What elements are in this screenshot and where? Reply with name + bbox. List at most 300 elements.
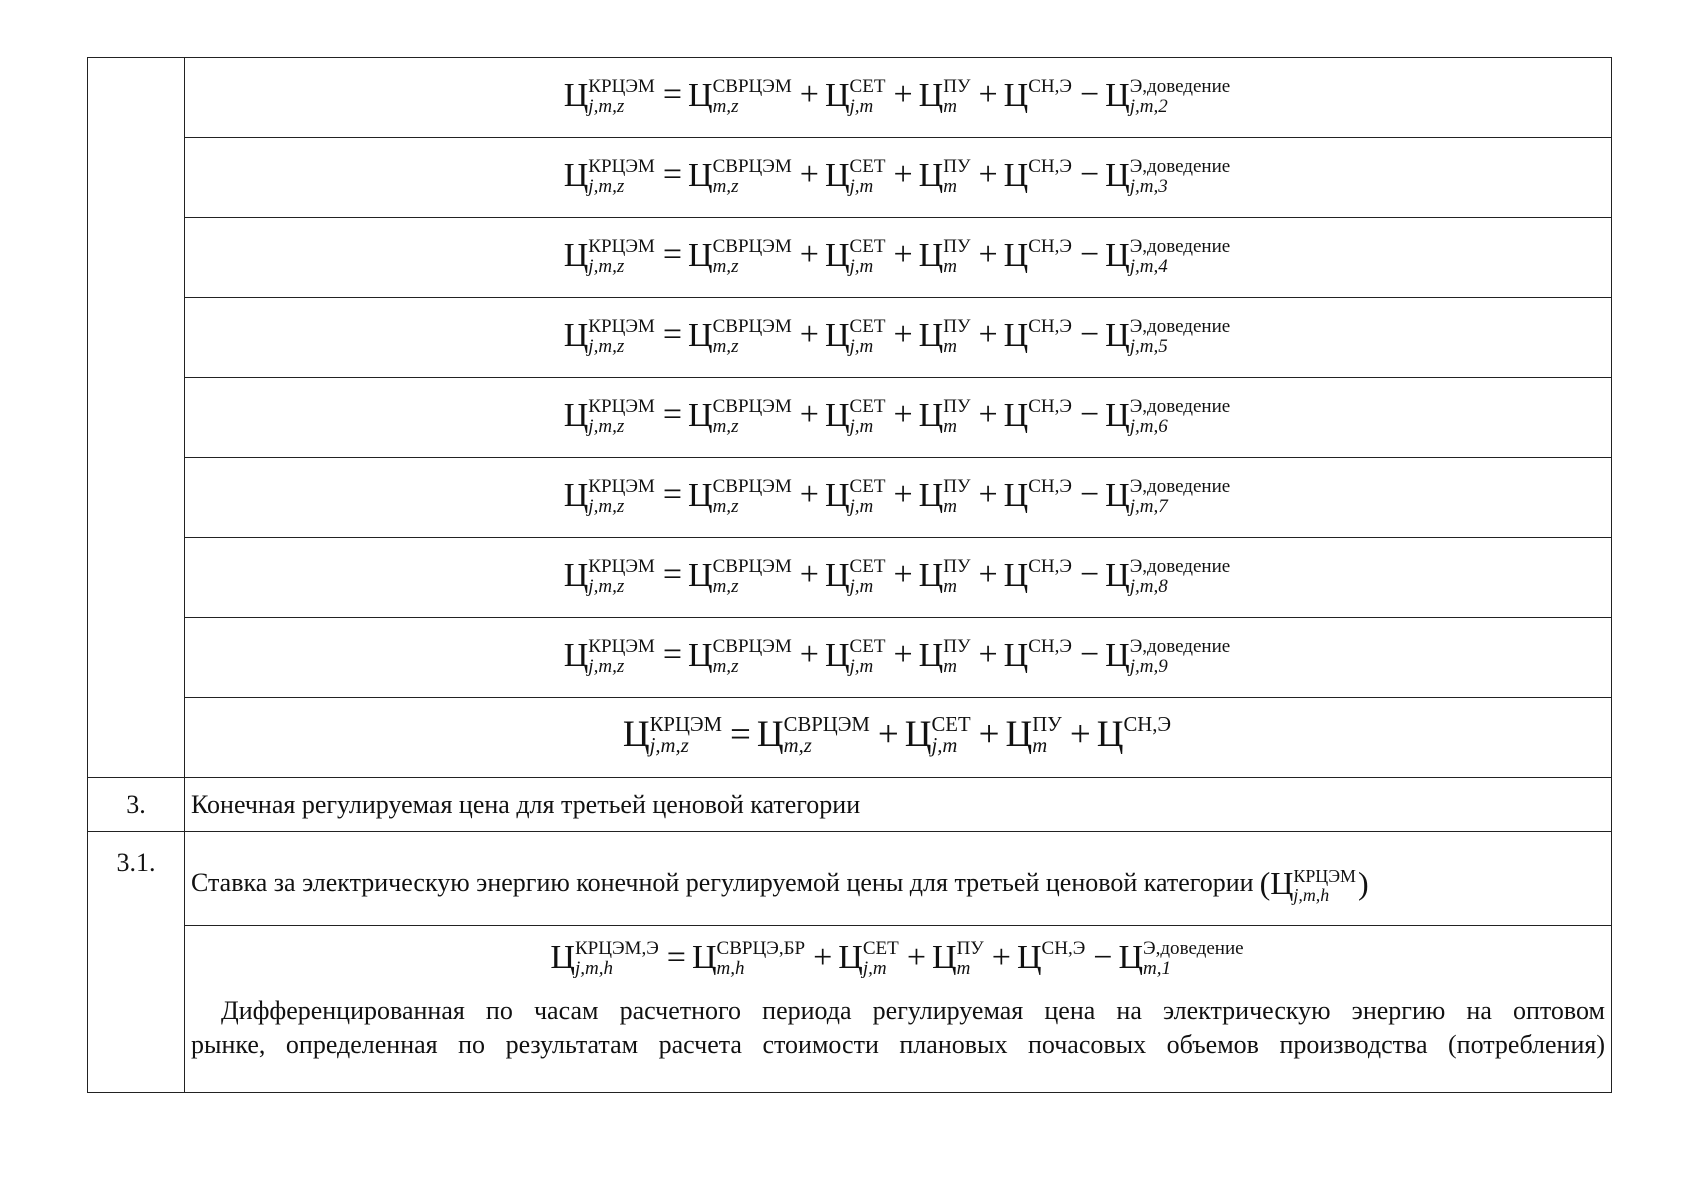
- superscript: ПУ: [943, 555, 971, 577]
- superscript: КРЦЭМ,Э: [574, 938, 659, 960]
- eq-operator: =: [662, 236, 682, 274]
- superscript: КРЦЭМ: [588, 555, 655, 577]
- section-number: 3.: [88, 778, 185, 832]
- eq-operator: =: [662, 556, 682, 594]
- superscript: СЕТ: [849, 475, 886, 497]
- superscript: СН,Э: [1041, 938, 1086, 960]
- price-symbol: Ц: [756, 713, 784, 755]
- subscript: [1028, 257, 1072, 277]
- term-2: [824, 235, 886, 278]
- lhs-term: [563, 555, 655, 598]
- formula-cell: [185, 458, 1612, 538]
- term-1: [688, 235, 792, 278]
- term-4: [1003, 475, 1072, 518]
- term-2: [838, 940, 899, 980]
- price-symbol: Ц: [1270, 865, 1294, 902]
- superscript: КРЦЭМ: [588, 155, 655, 177]
- plus-operator: +: [1069, 713, 1091, 755]
- superscript: СВРЦЭМ: [712, 155, 792, 177]
- formula-cell: [185, 138, 1612, 218]
- term-1: [688, 75, 792, 118]
- term-2: [824, 635, 886, 678]
- subsection-title: Ставка за электрическую энергию конечной регулируемой цены для третьей ценовой категории: [191, 868, 1254, 898]
- formula-cell: [185, 58, 1612, 138]
- superscript: СН,Э: [1028, 155, 1072, 177]
- price-symbol: Ц: [824, 236, 850, 274]
- subscript: m,z: [712, 655, 739, 677]
- term-3: [918, 395, 971, 438]
- price-symbol: Ц: [1003, 316, 1029, 354]
- plus-operator: +: [799, 556, 819, 594]
- subscript: m,z: [712, 255, 739, 277]
- plus-operator: +: [893, 476, 913, 514]
- plus-operator: +: [893, 636, 913, 674]
- formula: [563, 75, 1233, 118]
- price-symbol: Ц: [1105, 396, 1130, 434]
- subscript: j,m: [849, 175, 874, 197]
- superscript: Э,доведение: [1129, 555, 1231, 577]
- term-2: [824, 555, 886, 598]
- description-line: Дифференцированная по часам расчетного периода регулируемая цена на электрическую энергию на оптовом: [221, 995, 1605, 1025]
- superscript: СЕТ: [849, 555, 886, 577]
- price-symbol: Ц: [563, 316, 589, 354]
- formula-description-cell: [185, 926, 1612, 1093]
- plus-operator: +: [877, 713, 899, 755]
- minus-operator: −: [1079, 396, 1100, 434]
- price-symbol: Ц: [918, 76, 944, 114]
- superscript: Э,доведение: [1143, 938, 1244, 960]
- term-3: [918, 235, 971, 278]
- superscript: СВРЦЭМ: [712, 315, 792, 337]
- lhs-term: [563, 315, 655, 358]
- superscript: Э,доведение: [1129, 235, 1231, 257]
- subscript: j,m: [849, 495, 874, 517]
- superscript: СВРЦЭМ: [712, 395, 792, 417]
- minus-operator: −: [1079, 156, 1100, 194]
- subscript: [1028, 97, 1072, 117]
- price-symbol: Ц: [688, 556, 713, 594]
- price-symbol: Ц: [1105, 636, 1130, 674]
- price-symbol: Ц: [904, 713, 932, 755]
- price-symbol: Ц: [1005, 713, 1033, 755]
- subscript: [1123, 736, 1171, 758]
- plus-operator: +: [799, 316, 819, 354]
- subscript: j,m,7: [1129, 495, 1168, 517]
- subscript: m: [943, 175, 957, 197]
- subscript: j,m: [849, 95, 874, 117]
- lhs-term: [550, 940, 658, 980]
- superscript: ПУ: [943, 75, 971, 97]
- inline-term: [1270, 865, 1356, 905]
- superscript: КРЦЭМ: [588, 315, 655, 337]
- term-5: [1105, 235, 1231, 278]
- plus-operator: +: [978, 156, 998, 194]
- subscript: j,m,z: [588, 255, 625, 277]
- section-number: 3.1.: [88, 832, 185, 1093]
- formula-row-final: [88, 698, 1612, 778]
- superscript: КРЦЭМ: [1293, 866, 1356, 887]
- term-2: [824, 155, 886, 198]
- eq-operator: =: [662, 316, 682, 354]
- price-symbol: Ц: [563, 236, 589, 274]
- eq-operator: =: [662, 476, 682, 514]
- superscript: СН,Э: [1028, 475, 1072, 497]
- price-symbol: Ц: [622, 713, 650, 755]
- plus-operator: +: [893, 76, 913, 114]
- price-symbol: Ц: [688, 76, 713, 114]
- formula-row: [88, 58, 1612, 138]
- plus-operator: +: [893, 396, 913, 434]
- price-symbol: Ц: [563, 476, 589, 514]
- price-symbol: Ц: [688, 316, 713, 354]
- subscript: m: [943, 655, 957, 677]
- superscript: КРЦЭМ: [588, 475, 655, 497]
- plus-operator: +: [978, 236, 998, 274]
- price-symbol: Ц: [688, 476, 713, 514]
- subscript: j,m,z: [588, 95, 625, 117]
- superscript: ПУ: [956, 938, 984, 960]
- subscript: j,m,3: [1129, 175, 1168, 197]
- superscript: Э,доведение: [1129, 155, 1231, 177]
- subscript: j,m,z: [588, 495, 625, 517]
- plus-operator: +: [799, 156, 819, 194]
- subscript: j,m: [849, 255, 874, 277]
- price-symbol: Ц: [918, 316, 944, 354]
- superscript: СЕТ: [849, 235, 886, 257]
- price-symbol: Ц: [1105, 156, 1130, 194]
- price-symbol: Ц: [688, 236, 713, 274]
- subscript: j,m,6: [1129, 415, 1168, 437]
- superscript: Э,доведение: [1129, 475, 1231, 497]
- plus-operator: +: [893, 236, 913, 274]
- price-symbol: Ц: [1003, 556, 1029, 594]
- term-1: [688, 555, 792, 598]
- price-symbol: Ц: [1003, 76, 1029, 114]
- superscript: СН,Э: [1123, 713, 1172, 736]
- superscript: СВРЦЭМ: [712, 235, 792, 257]
- formula: [563, 635, 1233, 678]
- plus-operator: +: [813, 938, 833, 976]
- superscript: СЕТ: [849, 395, 886, 417]
- subscript: j,m,9: [1129, 655, 1168, 677]
- number-cell: [88, 58, 185, 778]
- close-paren: ): [1357, 865, 1369, 902]
- term-5: [1105, 555, 1231, 598]
- price-symbol: Ц: [918, 636, 944, 674]
- price-symbol: Ц: [1105, 236, 1130, 274]
- term-3: [918, 555, 971, 598]
- minus-operator: −: [1079, 556, 1100, 594]
- superscript: Э,доведение: [1129, 75, 1231, 97]
- subscript: j,m: [849, 415, 874, 437]
- term-3: [932, 940, 984, 980]
- subscript: m,z: [712, 575, 739, 597]
- superscript: СН,Э: [1028, 635, 1072, 657]
- formula: [563, 235, 1233, 278]
- plus-operator: +: [799, 236, 819, 274]
- term-3: [1005, 713, 1062, 760]
- formula-cell: [185, 378, 1612, 458]
- superscript: СЕТ: [849, 635, 886, 657]
- superscript: Э,доведение: [1129, 395, 1231, 417]
- term-1: [688, 475, 792, 518]
- subscript: j,m,z: [588, 175, 625, 197]
- price-symbol: Ц: [1105, 556, 1130, 594]
- superscript: СВРЦЭМ: [712, 635, 792, 657]
- lhs-term: [563, 235, 655, 278]
- price-symbol: Ц: [1016, 938, 1042, 976]
- term-5: [1105, 315, 1231, 358]
- eq-operator: =: [662, 156, 682, 194]
- plus-operator: +: [978, 76, 998, 114]
- section-3-1-row: [88, 832, 1612, 926]
- formula-cell: [185, 538, 1612, 618]
- term-5: [1105, 75, 1231, 118]
- formula: [563, 475, 1233, 518]
- lhs-term: [563, 475, 655, 518]
- superscript: ПУ: [1032, 713, 1062, 736]
- superscript: ПУ: [943, 235, 971, 257]
- subscript: [1028, 577, 1072, 597]
- superscript: СВРЦЭ,БР: [716, 938, 806, 960]
- section-3-row: [88, 778, 1612, 832]
- open-paren: (: [1259, 865, 1271, 902]
- subscript: [1028, 417, 1072, 437]
- superscript: СВРЦЭМ: [712, 475, 792, 497]
- subscript: m: [943, 575, 957, 597]
- description-paragraph: [185, 980, 1611, 1062]
- subscript: j,m: [849, 575, 874, 597]
- term-2: [824, 395, 886, 438]
- subscript: j,m,z: [588, 655, 625, 677]
- plus-operator: +: [906, 938, 926, 976]
- term-4: [1096, 713, 1172, 760]
- price-symbol: Ц: [1003, 396, 1029, 434]
- superscript: КРЦЭМ: [588, 75, 655, 97]
- lhs-term: [563, 155, 655, 198]
- term-5: [1105, 635, 1231, 678]
- superscript: СН,Э: [1028, 395, 1072, 417]
- superscript: СВРЦЭМ: [712, 75, 792, 97]
- term-5: [1105, 395, 1231, 438]
- superscript: Э,доведение: [1129, 315, 1231, 337]
- subscript: m,z: [712, 495, 739, 517]
- term-1: [688, 315, 792, 358]
- formula-cell: [185, 218, 1612, 298]
- price-symbol: Ц: [563, 636, 589, 674]
- eq-operator: =: [666, 938, 686, 976]
- formula-row: [88, 618, 1612, 698]
- price-symbol: Ц: [688, 396, 713, 434]
- section-title: Конечная регулируемая цена для третьей ценовой категории: [185, 778, 1612, 832]
- lhs-term: [622, 713, 723, 760]
- term-1: [688, 395, 792, 438]
- price-symbol: Ц: [918, 156, 944, 194]
- subscript: m: [943, 95, 957, 117]
- price-symbol: Ц: [1003, 636, 1029, 674]
- price-symbol: Ц: [918, 476, 944, 514]
- term-1: [688, 155, 792, 198]
- minus-operator: −: [1093, 938, 1113, 976]
- formula-row: [88, 218, 1612, 298]
- lhs-term: [563, 75, 655, 118]
- subscript: j,m: [862, 958, 887, 980]
- term-2: [824, 75, 886, 118]
- price-symbol: Ц: [1105, 316, 1130, 354]
- term-2: [824, 475, 886, 518]
- minus-operator: −: [1079, 316, 1100, 354]
- minus-operator: −: [1079, 636, 1100, 674]
- price-symbol: Ц: [824, 316, 850, 354]
- term-4: [1003, 75, 1072, 118]
- price-symbol: Ц: [1096, 713, 1124, 755]
- lhs-term: [563, 635, 655, 678]
- term-4: [1003, 155, 1072, 198]
- price-symbol: Ц: [563, 76, 589, 114]
- plus-operator: +: [978, 636, 998, 674]
- description-line: рынке, определенная по результатам расчета стоимости плановых почасовых объемов производства (потребления): [191, 1029, 1605, 1059]
- term-3: [918, 635, 971, 678]
- plus-operator: +: [978, 476, 998, 514]
- subscript: j,m,z: [588, 575, 625, 597]
- price-symbol: Ц: [824, 476, 850, 514]
- superscript: СЕТ: [931, 713, 971, 736]
- subscript: m: [943, 415, 957, 437]
- price-symbol: Ц: [1118, 938, 1144, 976]
- price-symbol: Ц: [824, 156, 850, 194]
- plus-operator: +: [978, 556, 998, 594]
- formula-row: [88, 138, 1612, 218]
- subscript: [1028, 657, 1072, 677]
- term-4: [1003, 315, 1072, 358]
- formula: [563, 155, 1233, 198]
- formula-row: [88, 378, 1612, 458]
- plus-operator: +: [978, 713, 1000, 755]
- price-symbol: Ц: [1105, 76, 1130, 114]
- plus-operator: +: [893, 156, 913, 194]
- superscript: КРЦЭМ: [588, 635, 655, 657]
- term-4: [1003, 395, 1072, 438]
- term-1: [688, 635, 792, 678]
- term-4: [1017, 940, 1085, 980]
- price-symbol: Ц: [1003, 476, 1029, 514]
- term-3: [918, 75, 971, 118]
- superscript: Э,доведение: [1129, 635, 1231, 657]
- subscript: m: [1032, 735, 1048, 758]
- superscript: СН,Э: [1028, 75, 1072, 97]
- subscript: j,m,h: [574, 958, 614, 980]
- plus-operator: +: [799, 636, 819, 674]
- term-5: [1105, 155, 1231, 198]
- superscript: СЕТ: [849, 155, 886, 177]
- subscript: j,m,5: [1129, 335, 1168, 357]
- term-3: [918, 155, 971, 198]
- plus-operator: +: [893, 556, 913, 594]
- superscript: СЕТ: [849, 75, 886, 97]
- subscript: m,z: [712, 415, 739, 437]
- superscript: СВРЦЭМ: [783, 713, 870, 736]
- inline-formula: [1259, 865, 1369, 906]
- subscript: [1028, 177, 1072, 197]
- term-4: [1003, 635, 1072, 678]
- price-symbol: Ц: [918, 236, 944, 274]
- superscript: СВРЦЭМ: [712, 555, 792, 577]
- subscript: m,z: [783, 735, 812, 758]
- term-2: [824, 315, 886, 358]
- subscript: [1028, 337, 1072, 357]
- subscript: m,1: [1143, 958, 1172, 980]
- price-symbol: Ц: [824, 636, 850, 674]
- eq-operator: =: [730, 713, 751, 755]
- subscript: j,m,z: [588, 335, 625, 357]
- formula-description-row: [88, 926, 1612, 1093]
- superscript: СН,Э: [1028, 315, 1072, 337]
- subscript: m,h: [716, 958, 745, 980]
- price-symbol: Ц: [550, 938, 575, 976]
- formula: [622, 713, 1173, 760]
- term-4: [1003, 235, 1072, 278]
- subscript: j,m,h: [1293, 885, 1330, 906]
- term-5: [1118, 940, 1243, 980]
- price-symbol: Ц: [688, 156, 713, 194]
- price-symbol: Ц: [691, 938, 717, 976]
- superscript: КРЦЭМ: [588, 235, 655, 257]
- plus-operator: +: [991, 938, 1011, 976]
- price-symbol: Ц: [1003, 156, 1029, 194]
- price-symbol: Ц: [824, 396, 850, 434]
- price-symbol: Ц: [1003, 236, 1029, 274]
- lhs-term: [563, 395, 655, 438]
- superscript: ПУ: [943, 475, 971, 497]
- superscript: СЕТ: [862, 938, 899, 960]
- subscript: j,m: [849, 655, 874, 677]
- subsection-cell: [185, 832, 1612, 926]
- minus-operator: −: [1079, 236, 1100, 274]
- superscript: СЕТ: [849, 315, 886, 337]
- term-1: [756, 713, 870, 760]
- term-1: [692, 940, 805, 980]
- subscript: m: [943, 255, 957, 277]
- subscript: j,m,8: [1129, 575, 1168, 597]
- price-symbol: Ц: [563, 396, 589, 434]
- price-symbol: Ц: [824, 556, 850, 594]
- formula: [550, 940, 1245, 980]
- subscript: m: [956, 958, 971, 980]
- plus-operator: +: [978, 396, 998, 434]
- subscript: j,m,2: [1129, 95, 1168, 117]
- minus-operator: −: [1079, 76, 1100, 114]
- price-symbol: Ц: [1105, 476, 1130, 514]
- superscript: КРЦЭМ: [649, 713, 723, 736]
- price-symbol: Ц: [563, 556, 589, 594]
- plus-operator: +: [799, 476, 819, 514]
- term-3: [918, 475, 971, 518]
- plus-operator: +: [978, 316, 998, 354]
- superscript: ПУ: [943, 315, 971, 337]
- formula-row: [88, 458, 1612, 538]
- price-symbol: Ц: [918, 556, 944, 594]
- price-symbol: Ц: [824, 76, 850, 114]
- formula-cell: [185, 698, 1612, 778]
- price-symbol: Ц: [918, 396, 944, 434]
- subscript: [1028, 497, 1072, 517]
- subscript: m: [943, 335, 957, 357]
- eq-operator: =: [662, 76, 682, 114]
- minus-operator: −: [1079, 476, 1100, 514]
- price-symbol: Ц: [688, 636, 713, 674]
- superscript: КРЦЭМ: [588, 395, 655, 417]
- term-2: [904, 713, 971, 760]
